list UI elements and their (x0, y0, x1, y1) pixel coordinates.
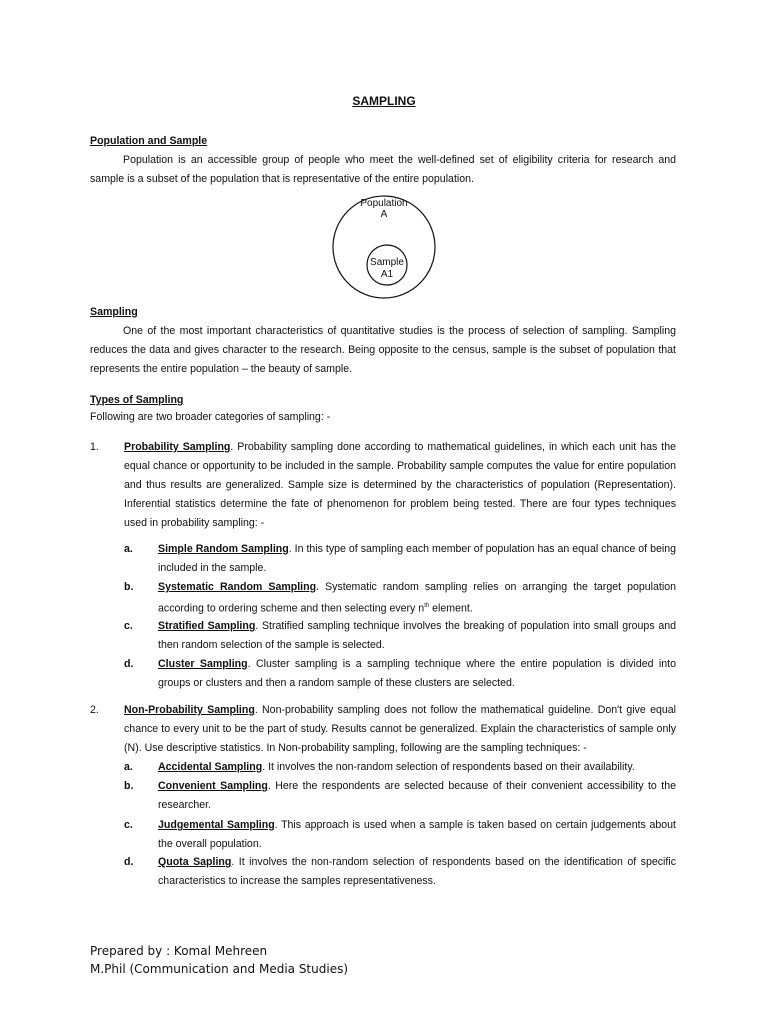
nonprobability-term: Non-Probability Sampling (124, 704, 255, 716)
definition-end: element. (429, 602, 473, 615)
term: Convenient Sampling (158, 780, 268, 792)
list-item (158, 758, 676, 777)
term: Judgemental Sampling (158, 819, 275, 831)
population-heading: Population and Sample (90, 135, 208, 147)
list-item (158, 853, 676, 891)
list-item (158, 655, 676, 693)
term: Accidental Sampling (158, 761, 263, 773)
definition: . Cluster sampling is a sampling technique where the entire population is divided into groups or clusters and then a random sample of these clusters are selected. (158, 658, 676, 689)
sub-letter: b. (124, 581, 134, 593)
population-label-letter: A (380, 209, 388, 220)
list-number: 1. (90, 441, 99, 453)
definition: . It involves the non-random selection of respondents based on their availability. (262, 761, 635, 773)
sub-letter: d. (124, 658, 134, 670)
list-number: 2. (90, 704, 99, 716)
sampling-heading: Sampling (90, 306, 138, 318)
term: Cluster Sampling (158, 658, 248, 670)
credentials-line: M.Phil (Communication and Media Studies) (90, 962, 349, 976)
types-heading: Types of Sampling (90, 394, 184, 406)
list-item (158, 617, 676, 655)
list-item (158, 578, 676, 619)
term: Simple Random Sampling (158, 543, 289, 555)
definition: . Systematic random sampling relies on arranging the target population according to ordering scheme and then selecting every n (158, 581, 676, 615)
definition: . In this type of sampling each member of population has an equal chance of being included in the sample. (158, 543, 676, 574)
definition: . This approach is used when a sample is taken based on certain judgements about the overall population. (158, 819, 676, 850)
sub-letter: b. (124, 780, 134, 792)
sample-label-code: A1 (380, 269, 394, 280)
nonprobability-paragraph (124, 701, 676, 758)
probability-term: Probability Sampling (124, 441, 231, 453)
term: Systematic Random Sampling (158, 581, 317, 593)
sampling-text: One of the most important characteristics of quantitative studies is the process of selection of sampling. Sampling reduces the data and gives character to the research. Being opposite to the census, sample is the subset of population that represents the entire population – the beauty of sample. (90, 325, 676, 375)
superscript: th (424, 603, 430, 609)
definition: . Here the respondents are selected because of their convenient accessibility to the researcher. (158, 780, 676, 811)
sub-letter: d. (124, 856, 134, 868)
sampling-paragraph (90, 322, 676, 379)
term: Quota Sapling (158, 856, 232, 868)
population-sample-diagram (330, 193, 438, 301)
population-paragraph (90, 151, 676, 189)
sub-letter: c. (124, 819, 133, 831)
sub-letter: a. (124, 543, 133, 555)
author-line: Prepared by : Komal Mehreen (90, 944, 268, 958)
definition: . Stratified sampling technique involves the breaking of population into small groups and then random selection of the sample is selected. (158, 620, 676, 651)
population-text: Population is an accessible group of people who meet the well-defined set of eligibility criteria for research and sample is a subset of the population that is representative of the entire population. (90, 154, 676, 185)
term: Stratified Sampling (158, 620, 256, 632)
list-item (158, 816, 676, 854)
sub-letter: a. (124, 761, 133, 773)
nonprobability-text: . Non-probability sampling does not follow the mathematical guideline. Don't give equal chance to every unit to be the part of study. Results cannot be generalized. Explain the characteristics of sample only (N). Use descriptive statistics. In Non-probability sampling, following are the sampling techniques: - (124, 704, 676, 754)
probability-text: . Probability sampling done according to mathematical guidelines, in which each unit has the equal chance or opportunity to be included in the sample. Probability sample computes the value for entire population and thus results are generalized. Sample size is determined by the characteristics of population (Representation). Inferential statistics determine the fate of phenomenon for problem being tested. There are four types techniques used in probability sampling: - (124, 441, 676, 529)
page-title: SAMPLING (352, 94, 416, 108)
population-label: Population (360, 198, 408, 209)
sample-label: Sample (370, 257, 404, 268)
sub-letter: c. (124, 620, 133, 632)
probability-paragraph (124, 438, 676, 533)
types-intro: Following are two broader categories of sampling: - (90, 411, 331, 423)
definition: . It involves the non-random selection of respondents based on the identification of specific characteristics to increase the samples representativeness. (158, 856, 677, 887)
list-item (158, 777, 676, 815)
list-item (158, 540, 676, 578)
